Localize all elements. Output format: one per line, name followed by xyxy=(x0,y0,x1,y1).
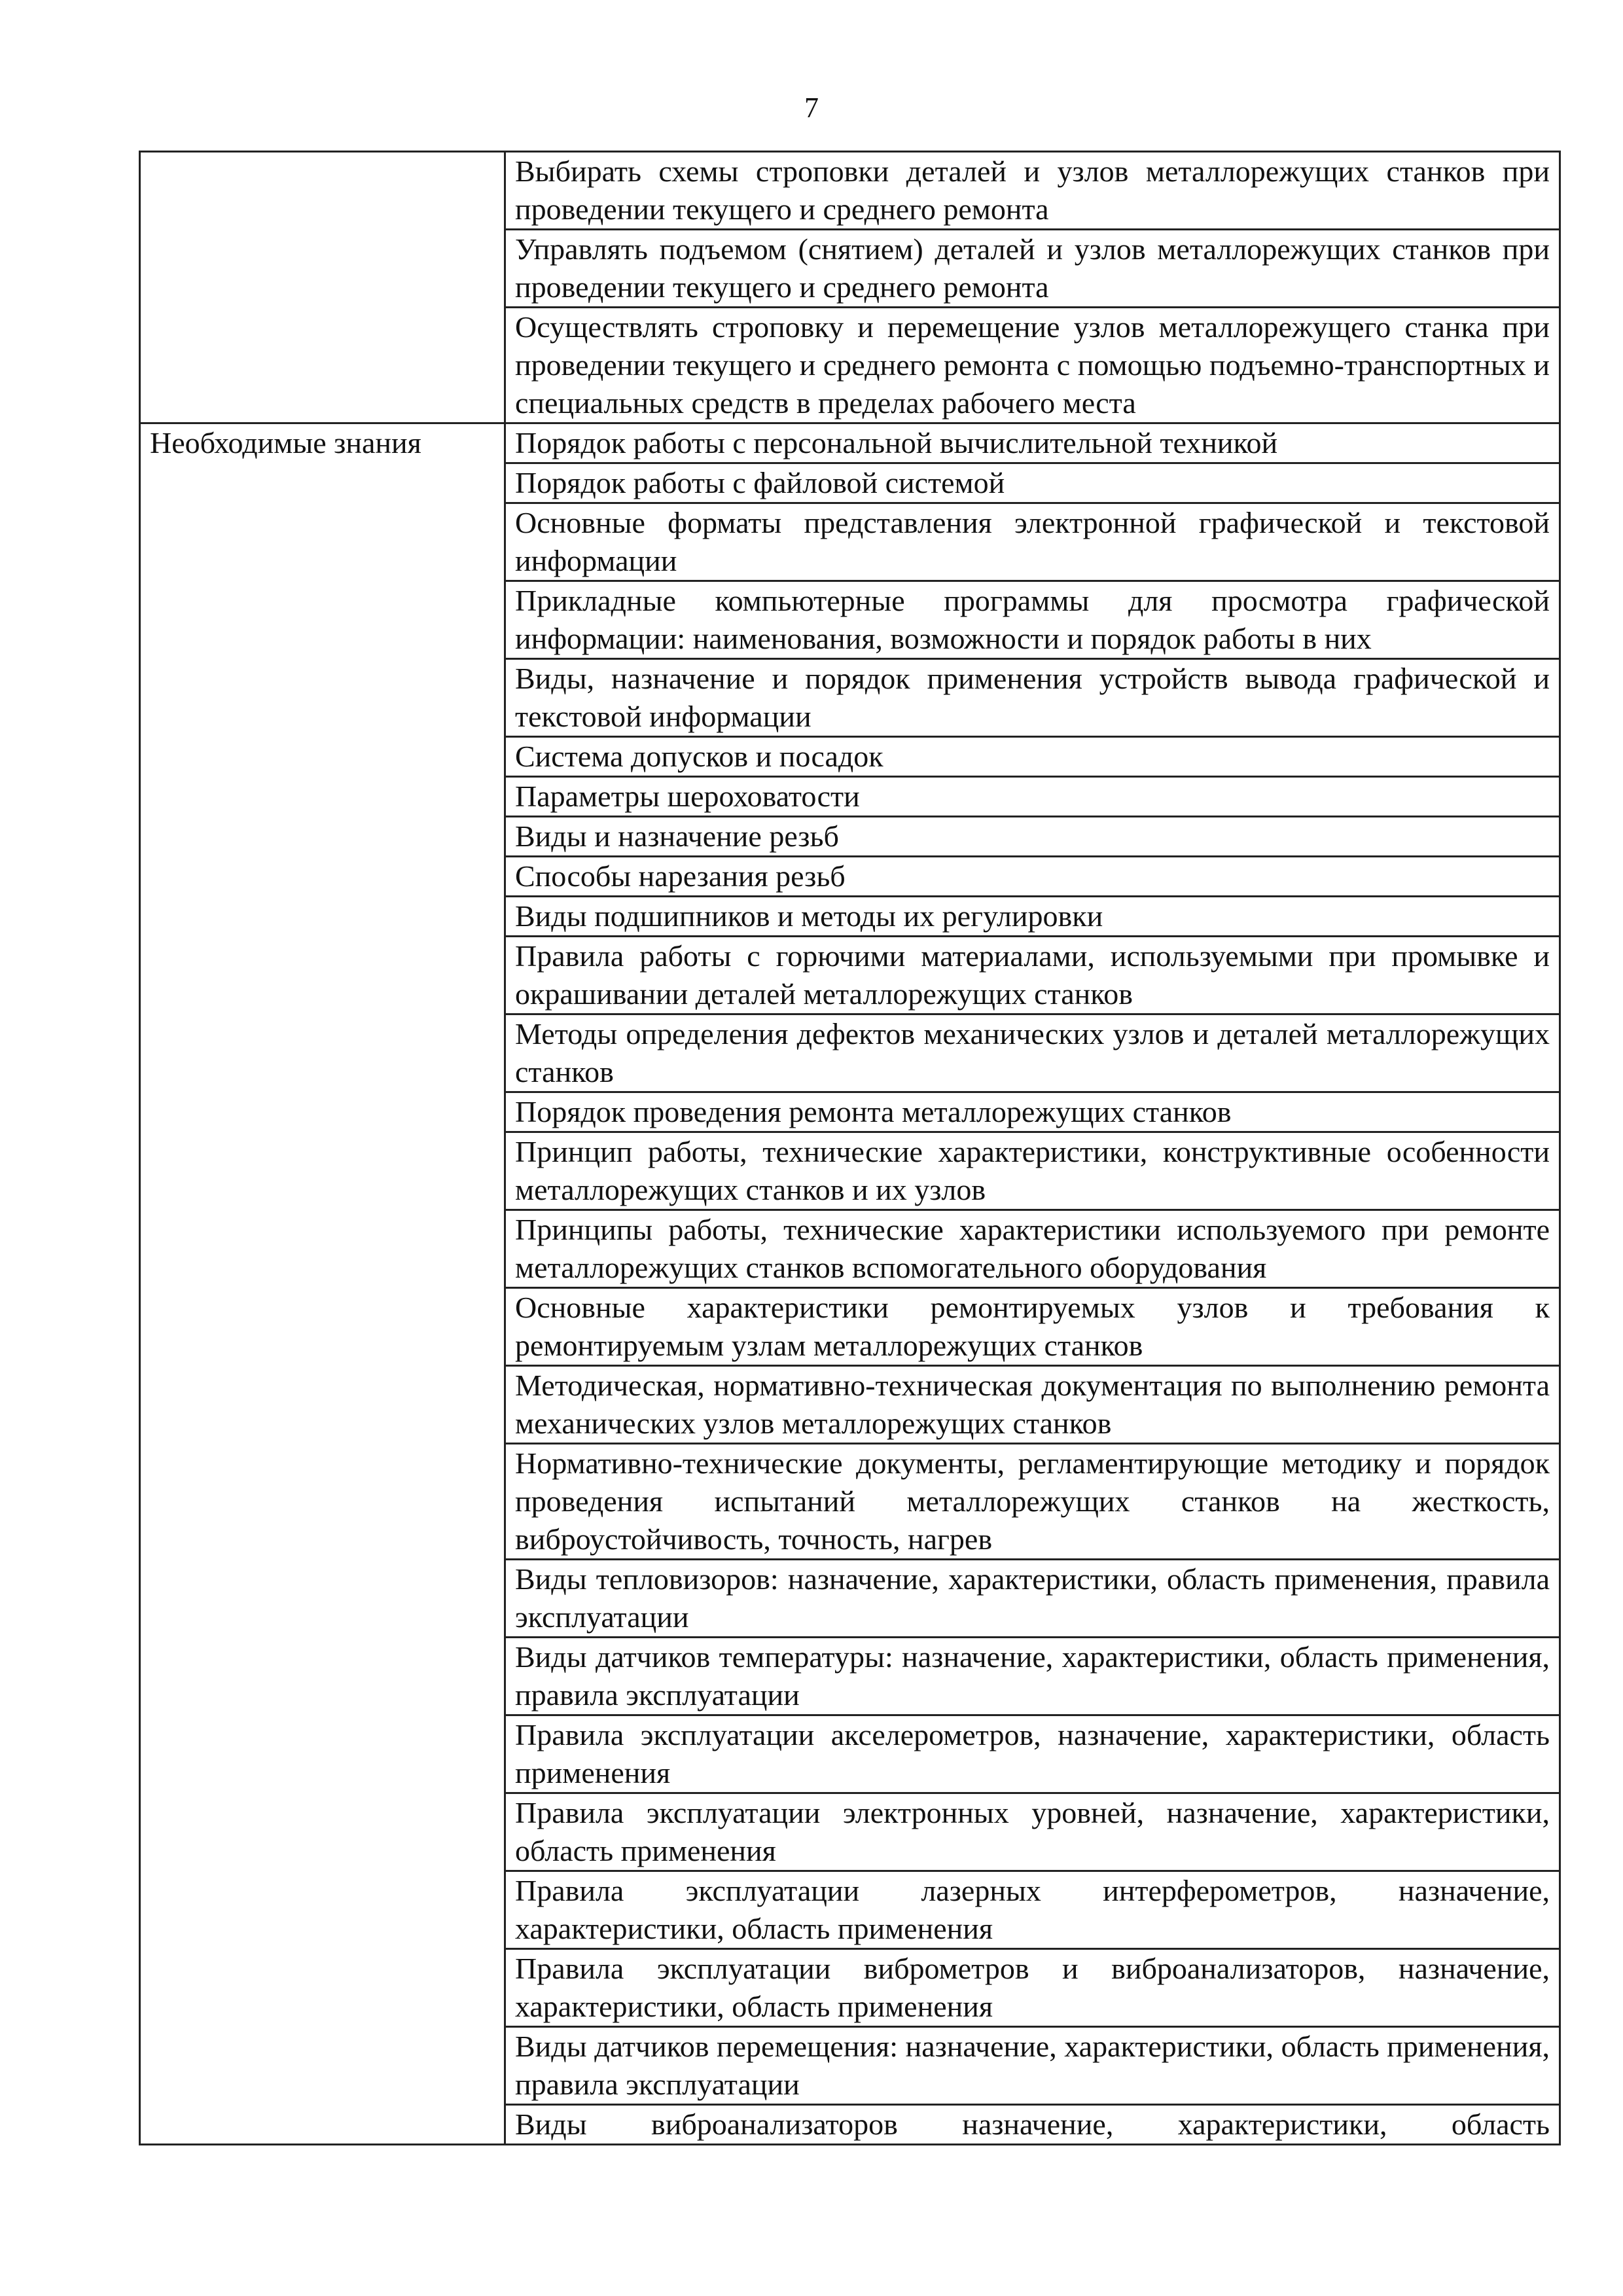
knowledge-item: Порядок работы с файловой системой xyxy=(505,463,1560,503)
knowledge-item: Система допусков и посадок xyxy=(505,737,1560,777)
knowledge-item: Виды виброанализаторов назначение, характеристики, область xyxy=(505,2105,1560,2145)
skill-item: Осуществлять строповку и перемещение узлов металлорежущего станка при проведении текущего и среднего ремонта с помощью подъемно-транспортных и специальных средств в пределах рабочего места xyxy=(505,308,1560,423)
knowledge-item: Правила эксплуатации акселерометров, назначение, характеристики, область применения xyxy=(505,1715,1560,1793)
skill-item: Выбирать схемы строповки деталей и узлов металлорежущих станков при проведении текущего и среднего ремонта xyxy=(505,152,1560,230)
knowledge-item: Виды тепловизоров: назначение, характеристики, область применения, правила эксплуатации xyxy=(505,1560,1560,1638)
knowledge-item: Правила эксплуатации электронных уровней, назначение, характеристики, область применения xyxy=(505,1793,1560,1871)
knowledge-item: Порядок работы с персональной вычислительной техникой xyxy=(505,423,1560,463)
table-row xyxy=(140,423,1560,463)
competency-table xyxy=(139,151,1561,2145)
knowledge-item: Прикладные компьютерные программы для просмотра графической информации: наименования, возможности и порядок работы в них xyxy=(505,581,1560,659)
knowledge-item: Способы нарезания резьб xyxy=(505,857,1560,897)
skills-label-cell xyxy=(140,152,505,423)
knowledge-item: Порядок проведения ремонта металлорежущих станков xyxy=(505,1092,1560,1132)
page-number: 7 xyxy=(804,92,819,124)
knowledge-item: Нормативно-технические документы, регламентирующие методику и порядок проведения испытаний металлорежущих станков на жесткость, виброустойчивость, точность, нагрев xyxy=(505,1444,1560,1560)
knowledge-item: Принципы работы, технические характеристики используемого при ремонте металлорежущих станков вспомогательного оборудования xyxy=(505,1210,1560,1288)
knowledge-item: Основные характеристики ремонтируемых узлов и требования к ремонтируемым узлам металлорежущих станков xyxy=(505,1288,1560,1366)
knowledge-item: Методы определения дефектов механических узлов и деталей металлорежущих станков xyxy=(505,1014,1560,1092)
knowledge-item: Правила эксплуатации лазерных интерферометров, назначение, характеристики, область применения xyxy=(505,1871,1560,1949)
knowledge-item: Методическая, нормативно-техническая документация по выполнению ремонта механических узлов металлорежущих станков xyxy=(505,1366,1560,1444)
knowledge-item: Виды, назначение и порядок применения устройств вывода графической и текстовой информации xyxy=(505,659,1560,737)
knowledge-item: Основные форматы представления электронной графической и текстовой информации xyxy=(505,503,1560,581)
knowledge-item: Виды датчиков температуры: назначение, характеристики, область применения, правила эксплуатации xyxy=(505,1638,1560,1715)
knowledge-item: Виды и назначение резьб xyxy=(505,817,1560,857)
knowledge-item: Правила эксплуатации виброметров и виброанализаторов, назначение, характеристики, область применения xyxy=(505,1949,1560,2027)
knowledge-item: Принцип работы, технические характеристики, конструктивные особенности металлорежущих станков и их узлов xyxy=(505,1132,1560,1210)
knowledge-item: Параметры шероховатости xyxy=(505,777,1560,817)
table-row xyxy=(140,152,1560,230)
knowledge-item: Виды подшипников и методы их регулировки xyxy=(505,897,1560,937)
knowledge-item: Виды датчиков перемещения: назначение, характеристики, область применения, правила эксплуатации xyxy=(505,2027,1560,2105)
skill-item: Управлять подъемом (снятием) деталей и узлов металлорежущих станков при проведении текущего и среднего ремонта xyxy=(505,230,1560,308)
knowledge-item: Правила работы с горючими материалами, используемыми при промывке и окрашивании деталей металлорежущих станков xyxy=(505,937,1560,1014)
knowledge-label-cell: Необходимые знания xyxy=(140,423,505,2145)
